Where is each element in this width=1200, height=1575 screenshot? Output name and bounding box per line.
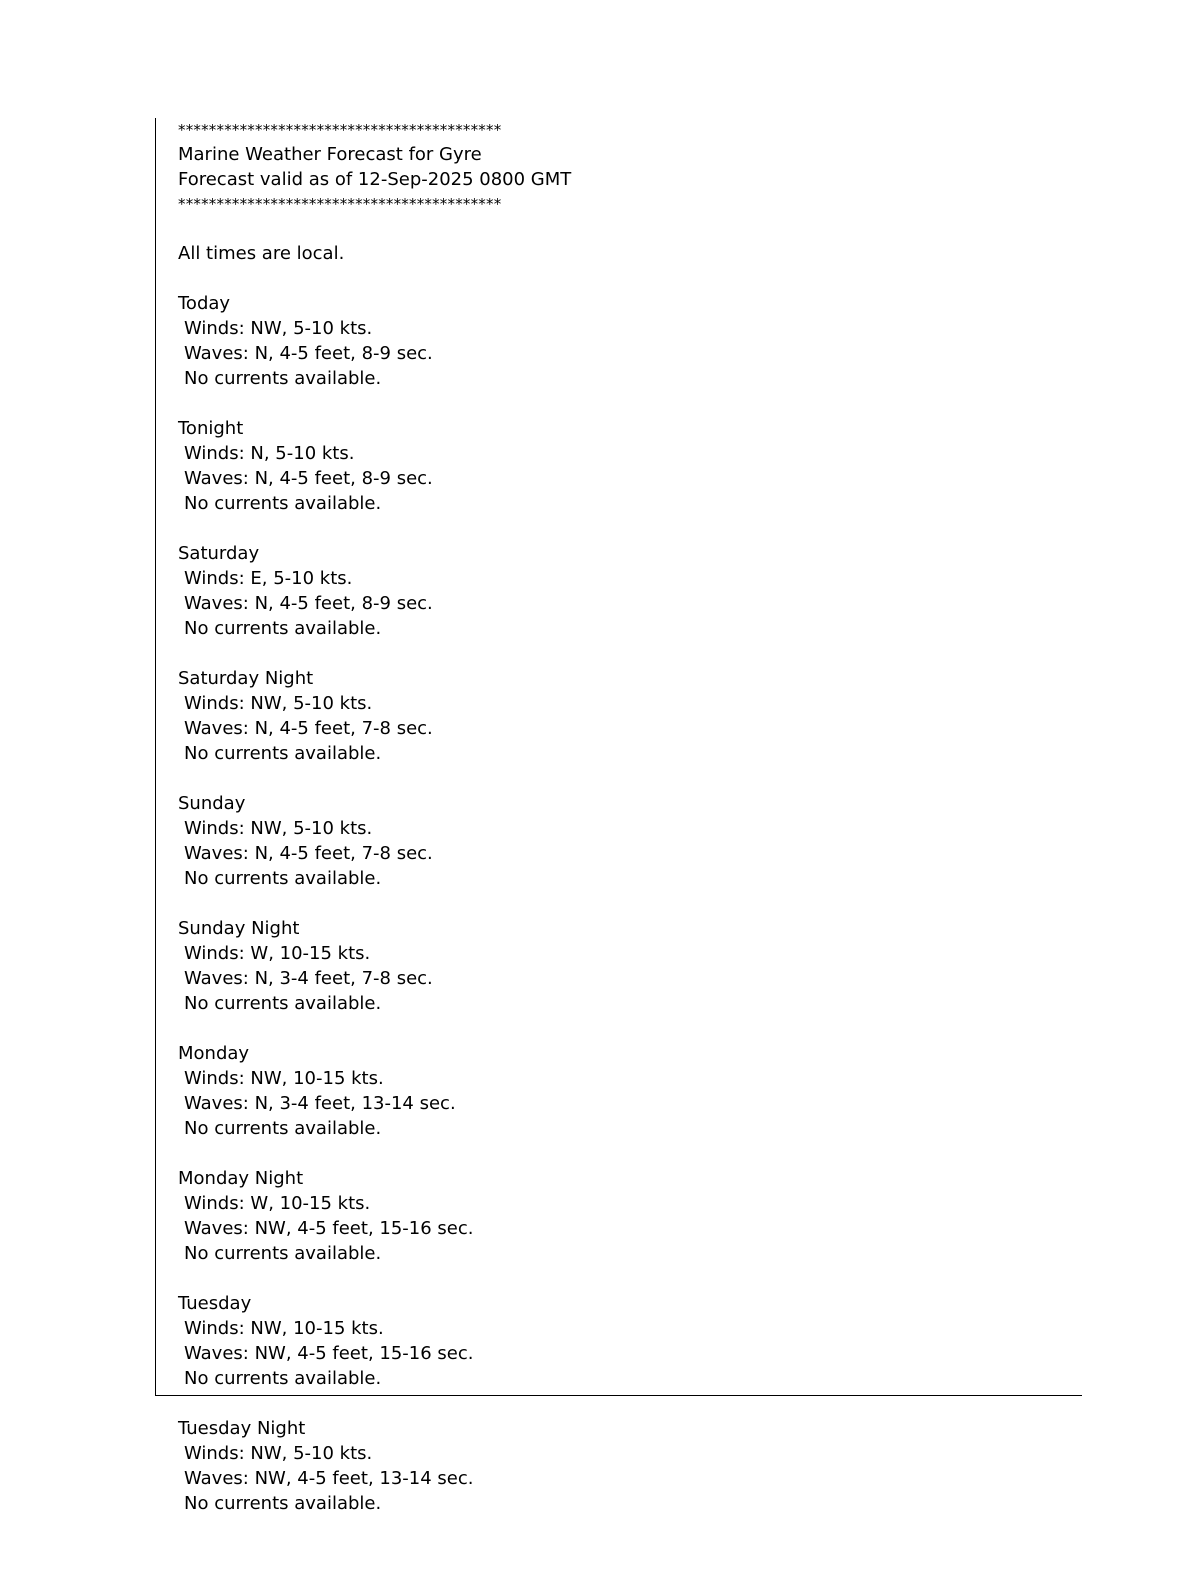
- period-winds: Winds: W, 10-15 kts.: [184, 1193, 371, 1214]
- period-waves: Waves: N, 4-5 feet, 7-8 sec.: [184, 843, 433, 864]
- forecast-period: [178, 1041, 1078, 1166]
- spacer: [178, 1266, 1078, 1291]
- spacer: [178, 1016, 1078, 1041]
- period-name: Saturday: [178, 543, 260, 564]
- header-stars-top: ******************************************: [178, 121, 502, 139]
- forecast-period: [178, 916, 1078, 1041]
- forecast-period: [178, 791, 1078, 916]
- period-currents: No currents available.: [184, 1243, 382, 1264]
- forecast-period: [178, 1291, 1078, 1416]
- spacer: [178, 1141, 1078, 1166]
- spacer: [178, 266, 1078, 291]
- spacer: [178, 516, 1078, 541]
- period-name: Tuesday: [178, 1293, 252, 1314]
- spacer: [178, 216, 1078, 241]
- forecast-period: [178, 1166, 1078, 1291]
- frame-left-rule: [155, 118, 156, 1396]
- period-name: Monday Night: [178, 1168, 304, 1189]
- period-winds: Winds: N, 5-10 kts.: [184, 443, 355, 464]
- period-currents: No currents available.: [184, 368, 382, 389]
- period-waves: Waves: N, 3-4 feet, 7-8 sec.: [184, 968, 433, 989]
- forecast-period: [178, 541, 1078, 666]
- forecast-valid-time: Forecast valid as of 12-Sep-2025 0800 GMT: [178, 169, 572, 190]
- period-name: Tuesday Night: [178, 1418, 306, 1439]
- forecast-period: [178, 666, 1078, 791]
- spacer: [178, 1391, 1078, 1416]
- spacer: [178, 391, 1078, 416]
- forecast-title: Marine Weather Forecast for Gyre: [178, 144, 482, 165]
- period-waves: Waves: N, 4-5 feet, 8-9 sec.: [184, 593, 433, 614]
- period-waves: Waves: N, 4-5 feet, 7-8 sec.: [184, 718, 433, 739]
- forecast-period: [178, 291, 1078, 416]
- period-currents: No currents available.: [184, 1368, 382, 1389]
- spacer: [178, 891, 1078, 916]
- period-currents: No currents available.: [184, 1118, 382, 1139]
- period-waves: Waves: NW, 4-5 feet, 15-16 sec.: [184, 1218, 474, 1239]
- period-waves: Waves: N, 4-5 feet, 8-9 sec.: [184, 343, 433, 364]
- period-name: Saturday Night: [178, 668, 314, 689]
- period-currents: No currents available.: [184, 743, 382, 764]
- period-winds: Winds: NW, 5-10 kts.: [184, 818, 373, 839]
- period-waves: Waves: NW, 4-5 feet, 13-14 sec.: [184, 1468, 474, 1489]
- period-name: Sunday Night: [178, 918, 300, 939]
- period-winds: Winds: NW, 5-10 kts.: [184, 1443, 373, 1464]
- spacer: [178, 641, 1078, 666]
- forecast-period: [178, 1416, 1078, 1516]
- period-winds: Winds: NW, 10-15 kts.: [184, 1068, 384, 1089]
- period-waves: Waves: N, 4-5 feet, 8-9 sec.: [184, 468, 433, 489]
- period-winds: Winds: E, 5-10 kts.: [184, 568, 353, 589]
- period-currents: No currents available.: [184, 493, 382, 514]
- period-name: Today: [178, 293, 231, 314]
- period-winds: Winds: NW, 10-15 kts.: [184, 1318, 384, 1339]
- period-currents: No currents available.: [184, 868, 382, 889]
- period-waves: Waves: NW, 4-5 feet, 15-16 sec.: [184, 1343, 474, 1364]
- forecast-periods: [178, 291, 1078, 1516]
- period-currents: No currents available.: [184, 618, 382, 639]
- forecast-document: [178, 118, 1078, 1516]
- period-waves: Waves: N, 3-4 feet, 13-14 sec.: [184, 1093, 456, 1114]
- period-winds: Winds: NW, 5-10 kts.: [184, 318, 373, 339]
- time-note: All times are local.: [178, 243, 345, 264]
- spacer: [178, 766, 1078, 791]
- period-name: Monday: [178, 1043, 250, 1064]
- period-name: Tonight: [178, 418, 244, 439]
- period-winds: Winds: W, 10-15 kts.: [184, 943, 371, 964]
- period-currents: No currents available.: [184, 993, 382, 1014]
- period-currents: No currents available.: [184, 1493, 382, 1514]
- period-winds: Winds: NW, 5-10 kts.: [184, 693, 373, 714]
- header-stars-bottom: ******************************************: [178, 195, 502, 213]
- period-name: Sunday: [178, 793, 246, 814]
- forecast-period: [178, 416, 1078, 541]
